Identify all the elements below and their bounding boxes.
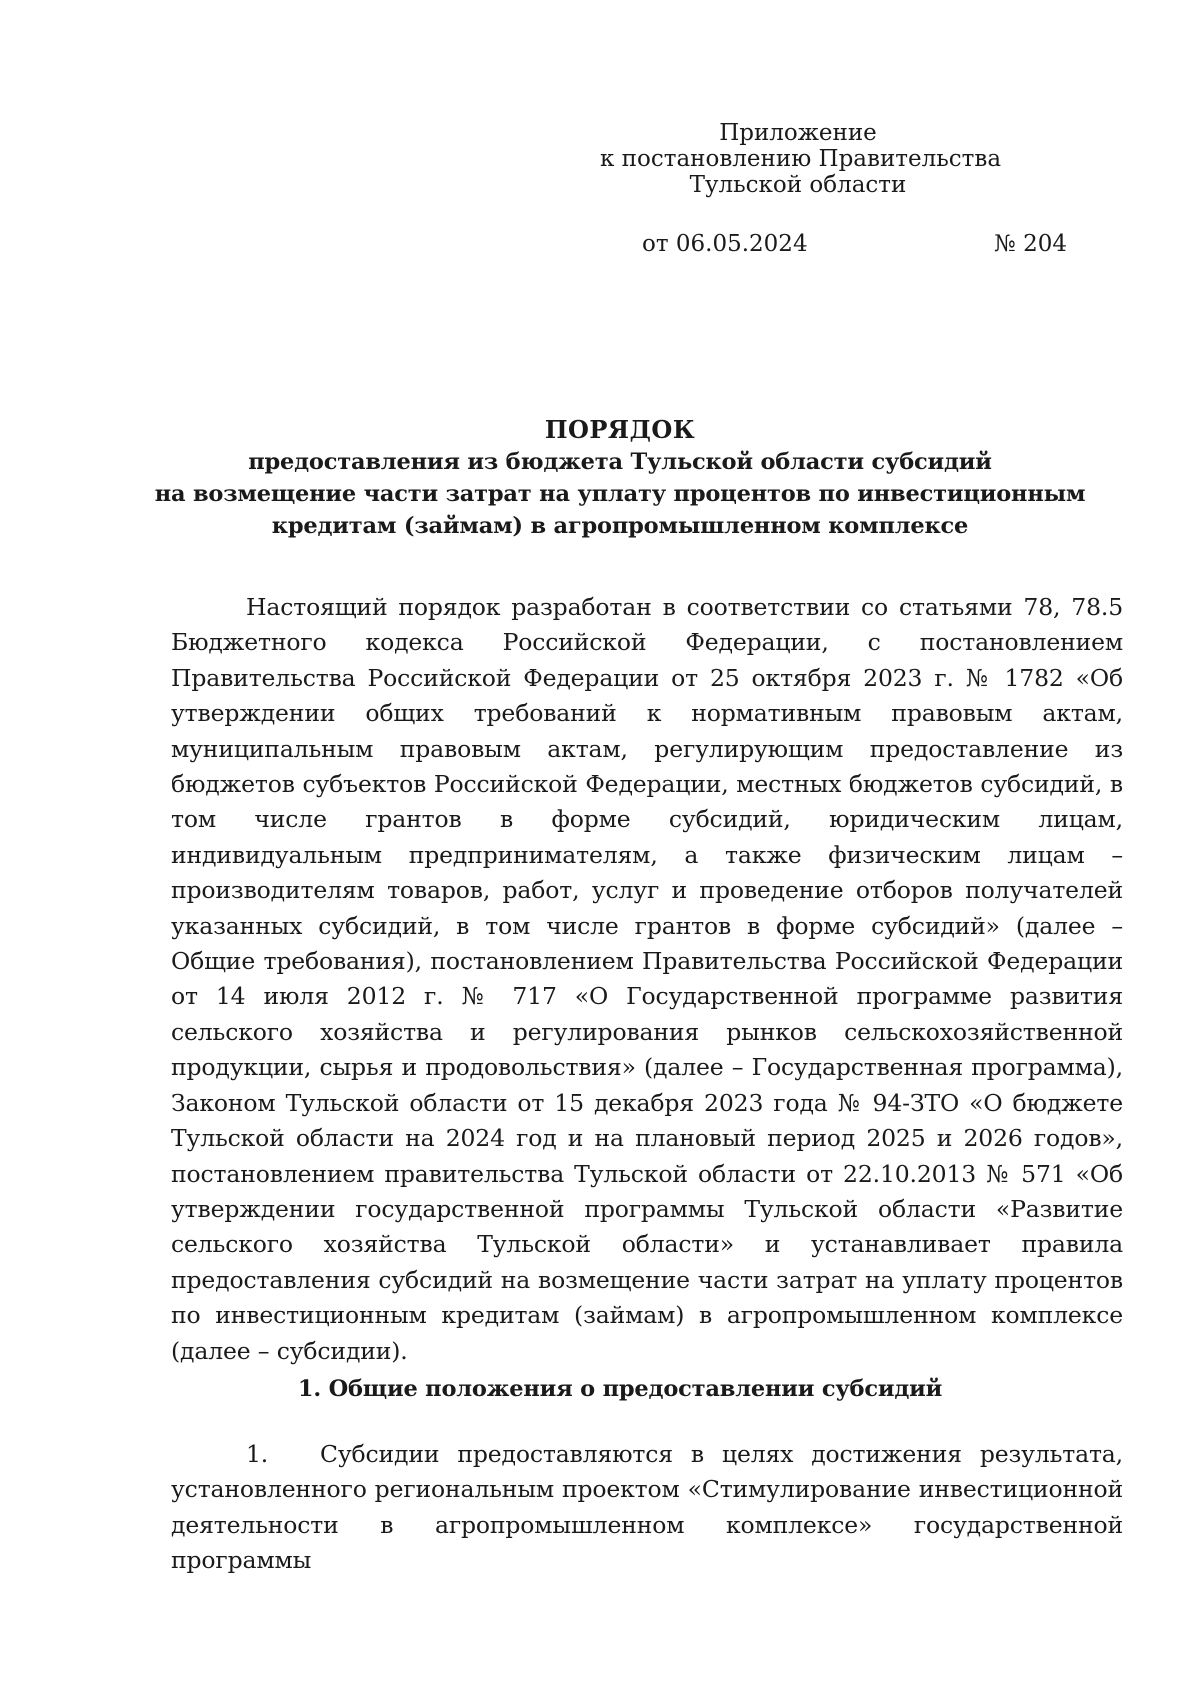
resolution-number: № 204 [994,231,1067,257]
title-line-2: на возмещение части затрат на уплату процентов по инвестиционным [154,481,1086,507]
resolution-date: от 06.05.2024 [642,231,808,257]
appendix-header [600,120,1002,198]
item-text: Субсидии предоставляются в целях достижения результата, установленного региональным проектом «Стимулирование инвестиционной деятельности в агропромышленном комплексе» государственной программы [171,1440,1123,1575]
intro-paragraph: Настоящий порядок разработан в соответствии со статьями 78, 78.5 Бюджетного кодекса Российской Федерации, с постановлением Правительства Российской Федерации от 25 октября 2023 г. № 1782 «Об утверждении общих требований к нормативным правовым актам, муниципальным правовым актам, регулирующим предоставление из бюджетов субъектов Российской Федерации, местных бюджетов субсидий, в том числе грантов в форме субсидий, юридическим лицам, индивидуальным предпринимателям, а также физическим лицам – производителям товаров, работ, услуг и проведение отборов получателей указанных субсидий, в том числе грантов в форме субсидий» (далее – Общие требования), постановлением Правительства Российской Федерации от 14 июля 2012 г. № 717 «О Государственной программе развития сельского хозяйства и регулирования рынков сельскохозяйственной продукции, сырья и продовольствия» (далее – Государственная программа), Законом Тульской области от 15 декабря 2023 года № 94-ЗТО «О бюджете Тульской области на 2024 год и на плановый период 2025 и 2026 годов», постановлением правительства Тульской области от 22.10.2013 № 571 «Об утверждении государственной программы Тульской области «Развитие сельского хозяйства Тульской области» и устанавливает правила предоставления субсидий на возмещение части затрат на уплату процентов по инвестиционным кредитам (займам) в агропромышленном комплексе (далее – субсидии). [171,593,1123,1365]
appendix-line-2: к постановлению Правительства [600,146,1002,172]
section-1-heading: 1. Общие положения о предоставлении субсидий [297,1376,943,1402]
appendix-line-3: Тульской области [689,172,907,198]
document-title [140,414,1100,542]
title-line-3: кредитам (займам) в агропромышленном комплексе [271,513,969,539]
title-line-1: предоставления из бюджета Тульской области субсидий [248,449,992,475]
resolution-details [642,230,1067,258]
item-number: 1. [246,1440,269,1468]
title-main: ПОРЯДОК [544,415,696,444]
section-1-item-1 [171,1437,1123,1579]
appendix-line-1: Приложение [719,120,877,146]
